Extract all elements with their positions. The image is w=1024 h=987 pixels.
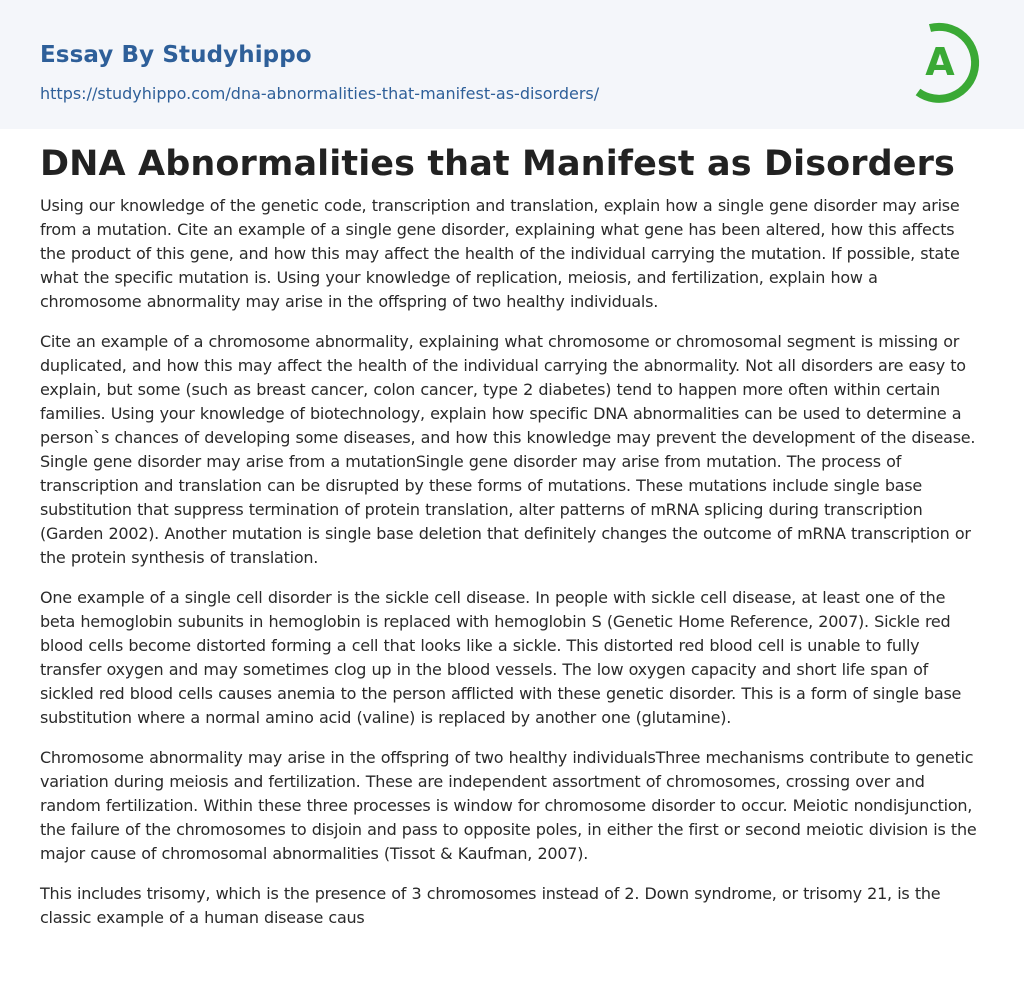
article-title: DNA Abnormalities that Manifest as Disorders — [40, 144, 955, 184]
article-url-link[interactable]: https://studyhippo.com/dna-abnormalities-that-manifest-as-disorders/ — [40, 84, 600, 103]
site-header — [0, 0, 1024, 129]
article-paragraph: Using our knowledge of the genetic code, transcription and translation, explain how a single gene disorder may arise from a mutation. Cite an example of a single gene disorder, explaining what gene has been altered, how this affects the product of this gene, and how this may affect the health of the individual carrying the mutation. If possible, state what the specific mutation is. Using your knowledge of replication, meiosis, and fertilization, explain how a chromosome abnormality may arise in the offspring of two healthy individuals. — [40, 196, 960, 311]
article-paragraph: Cite an example of a chromosome abnormality, explaining what chromosome or chromosomal segment is missing or duplicated, and how this may affect the health of the individual carrying the abnormality. Not all disorders are easy to explain, but some (such as breast cancer, colon cancer, type 2 diabetes) tend to happen more often within certain families. Using your knowledge of biotechnology, explain how specific DNA abnormalities can be used to determine a person`s chances of developing some diseases, and how this knowledge may prevent the development of the disease. Single gene disorder may arise from a mutationSingle gene disorder may arise from mutation. The process of transcription and translation can be disrupted by these forms of mutations. These mutations include single base substitution that suppress termination of protein translation, alter patterns of mRNA splicing during transcription (Garden 2002). Another mutation is single base deletion that definitely changes the outcome of mRNA transcription or the protein synthesis of translation. — [40, 332, 976, 567]
article-paragraph: Chromosome abnormality may arise in the offspring of two healthy individualsThree mechanisms contribute to genetic variation during meiosis and fertilization. These are independent assortment of chromosomes, crossing over and random fertilization. Within these three processes is window for chromosome disorder to occur. Meiotic nondisjunction, the failure of the chromosomes to disjoin and pass to opposite poles, in either the first or second meiotic division is the major cause of chromosomal abnormalities (Tissot & Kaufman, 2007). — [40, 748, 977, 863]
site-brand[interactable]: Essay By Studyhippo — [40, 42, 312, 68]
article-paragraph: This includes trisomy, which is the presence of 3 chromosomes instead of 2. Down syndrome, or trisomy 21, is the classic example of a human disease caus — [40, 884, 941, 927]
article-body — [40, 194, 984, 946]
studyhippo-logo-icon[interactable] — [908, 18, 988, 106]
article-paragraph: One example of a single cell disorder is the sickle cell disease. In people with sickle cell disease, at least one of the beta hemoglobin subunits in hemoglobin is replaced with hemoglobin S (Genetic Home Reference, 2007). Sickle red blood cells become distorted forming a cell that looks like a sickle. This distorted red blood cell is unable to fully transfer oxygen and may sometimes clog up in the blood vessels. The low oxygen capacity and short life span of sickled red blood cells causes anemia to the person afflicted with these genetic disorder. This is a form of single base substitution where a normal amino acid (valine) is replaced by another one (glutamine). — [40, 588, 962, 727]
logo-letter: A — [925, 40, 955, 84]
